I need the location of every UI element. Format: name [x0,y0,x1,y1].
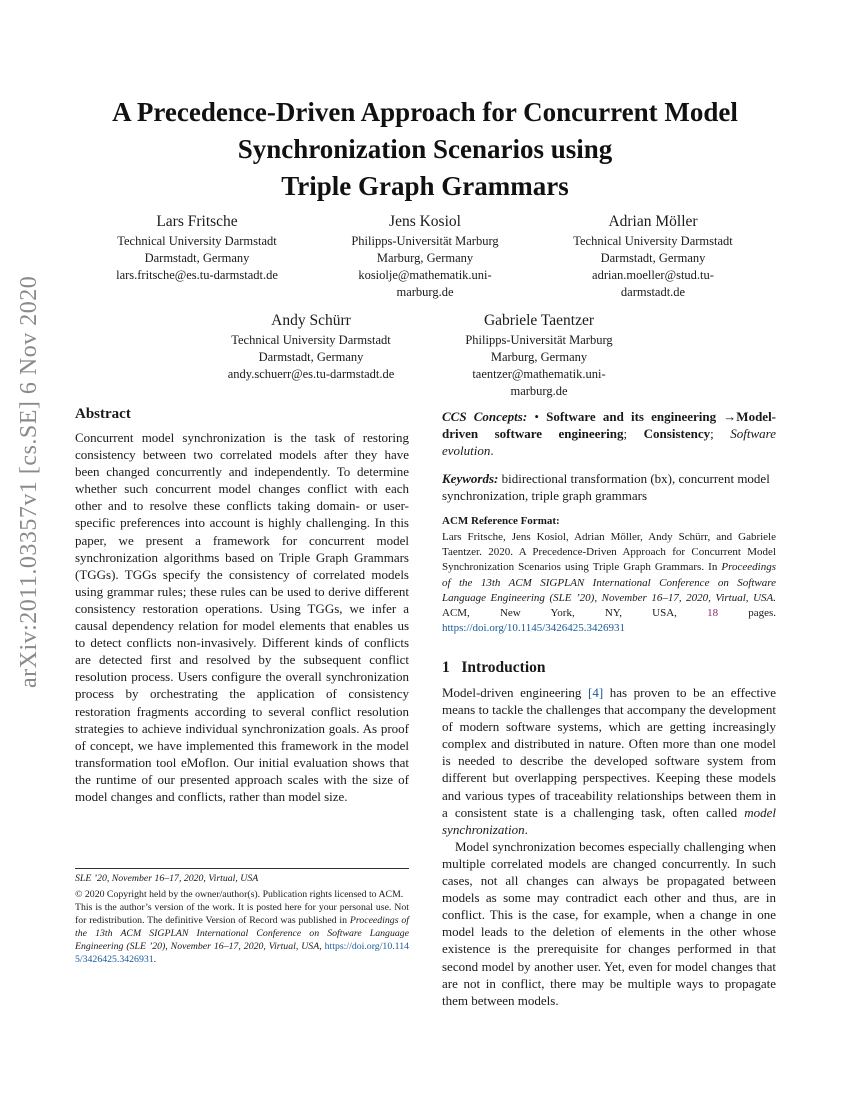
intro-emphasis: model synchronization [442,804,776,837]
acm-ref-publisher: ACM, New York, NY, USA, [442,607,708,620]
footnote-rule [75,868,409,869]
ccs-concepts [442,408,776,459]
acm-ref-proceedings: Proceedings of the 13th ACM SIGPLAN International Conference on Software Language Engineering (SLE ’20), November 16–17, 2020, Virtual, USA. [442,561,776,604]
author-block [548,212,758,301]
author-email[interactable]: andy.schuerr@es.tu-darmstadt.de [227,367,395,381]
title-line-2: Synchronization Scenarios using [237,134,613,164]
acm-ref-body [442,530,776,636]
ccs-end: . [490,443,494,458]
author-name: Jens Kosiol [389,213,461,230]
author-location: Darmstadt, Germany [258,350,364,364]
intro-text: Model-driven engineering [442,685,589,700]
author-name: Gabriele Taentzer [483,312,595,329]
author-location: Marburg, Germany [490,350,588,364]
title-line-3: Triple Graph Grammars [281,171,569,201]
author-name: Adrian Möller [608,213,698,230]
ccs-bullet: • [534,409,539,424]
footnote-version-proceedings: Proceedings of the 13th ACM SIGPLAN International Conference on Software Language Engineering (SLE ’20), November 16–17, 2020, Virtual, USA [75,915,409,952]
abstract-heading: Abstract [75,406,131,422]
intro-paragraph [442,684,776,838]
footnote-venue: SLE ’20, November 16–17, 2020, Virtual, USA [75,873,259,884]
ccs-term: Software evolution [442,426,777,458]
ccs-term: Software and its engineering [546,409,717,424]
ccs-separator: ; [710,426,714,441]
intro-text: . [524,821,528,837]
author-affiliation: Technical University Darmstadt [231,333,391,347]
author-email[interactable]: kosiolje@mathematik.uni- [358,268,492,282]
author-location: Darmstadt, Germany [600,251,706,265]
footnote [75,872,409,966]
acm-ref-doi-link[interactable]: https://doi.org/10.1145/3426425.3426931 [442,622,626,635]
keywords-text: bidirectional transformation (bx), concurrent model synchronization, triple graph grammars [442,471,770,503]
author-block [320,212,530,301]
footnote-sep: , [319,941,325,952]
abstract-text: Concurrent model synchronization is the task of restoring consistency between two correlated models after they have been changed concurrently and independently. To determine whether such concurrent model changes conflict with each other and to resolve these conflicts taking domain- or user-specific preferences into account is highly challenging. In this paper, we present a framework for concurrent model synchronization algorithms based on Triple Graph Grammars (TGGs). TGGs specify the consistency of correlated models using grammar rules; these rules can be used to derive different consistency restoration operations. Using TGGs, we infer a causal dependency relation for model elements that enables us to detect conflicts non-invasively. Different kinds of conflicts are detected first and resolved by the subsequent conflict resolution process. Users configure the overall synchronization process by orchestrating the application of consistency restoration fragments according to several conflict resolution strategies to achieve individual synchronization goals. As proof of concept, we have implemented this framework in the model transformation tool eMoflon. Our initial evaluation shows that the runtime of our presented approach scales with the size of model changes and conflicts, rather than model size. [75,430,409,804]
author-email[interactable]: adrian.moeller@stud.tu- [592,268,714,282]
footnote-copyright: © 2020 Copyright held by the owner/author(s). Publication rights licensed to ACM. [75,889,404,900]
ccs-term: Model-driven software engineering [442,409,777,441]
acm-ref-pages-suffix: pages. [718,607,777,620]
author-affiliation: Technical University Darmstadt [117,234,277,248]
intro-title: Introduction [461,659,546,676]
arxiv-stamp: arXiv:2011.03357v1 [cs.SE] 6 Nov 2020 [16,275,42,688]
author-block [206,311,416,383]
author-email[interactable]: taentzer@mathematik.uni- [472,367,606,381]
author-email[interactable]: lars.fritsche@es.tu-darmstadt.de [116,268,278,282]
keywords [442,470,776,504]
footnote-version [75,901,409,966]
paper-title [40,94,810,205]
citation-link[interactable]: [4] [588,685,604,700]
ccs-separator: ; [623,426,628,441]
intro-heading [442,659,546,677]
author-email-cont[interactable]: marburg.de [396,285,454,299]
author-block [92,212,302,284]
ccs-label: CCS Concepts: [442,409,528,424]
author-affiliation: Philipps-Universität Marburg [465,333,613,347]
acm-ref-heading: ACM Reference Format: [442,515,560,527]
footnote-end: . [153,954,157,965]
intro-body [442,684,776,1009]
intro-number: 1 [442,659,450,676]
acm-ref-authors: Lars Fritsche, Jens Kosiol, Adrian Möller, Andy Schürr, and Gabriele Taentzer. 2020. A Precedence-Driven Approach for Concurrent Model Synchronization Scenarios using Triple Graph Grammars. In [442,531,776,574]
author-location: Darmstadt, Germany [144,251,250,265]
author-email-cont[interactable]: darmstadt.de [620,285,686,299]
footnote-doi-link[interactable]: https://doi.org/10.1145/3426425.3426931 [75,941,409,965]
acm-ref-pages-link[interactable]: 18 [707,607,719,620]
intro-paragraph: Model synchronization becomes especially challenging when multiple correlated models are changed concurrently. In such cases, not all changes can always be propagated between models as some may contradict each other and thus, are in conflict. This is the case, for example, when a change in one model leads to the deletion of elements in the other whose existence is the prerequisite for changes performed in that second model by another user. Yet, even for model changes that are not in conflict, there may be multiple ways to propagate them between models. [442,838,776,1008]
author-name: Lars Fritsche [156,213,238,230]
title-line-1: A Precedence-Driven Approach for Concurrent Model [112,97,738,127]
author-block [434,311,644,400]
author-affiliation: Technical University Darmstadt [573,234,733,248]
ccs-arrow: → [723,409,737,424]
intro-text: has proven to be an effective means to tackle the challenges that accompany the development of modern software systems, which are getting increasingly complex and distributed in nature. Often more than one model is needed to describe the developed software system from different but overlapping perspectives. Keeping these models and various types of traceability relationships between them in a consistent state is a challenging task, often called [442,685,776,820]
footnote-version-text: This is the author’s version of the work. It is posted here for your personal use. Not for redistribution. The definitive Version of Record was published in [75,902,409,926]
author-location: Marburg, Germany [376,251,474,265]
author-email-cont[interactable]: marburg.de [510,384,568,398]
author-name: Andy Schürr [271,312,351,329]
author-affiliation: Philipps-Universität Marburg [351,234,499,248]
keywords-label: Keywords: [442,471,499,486]
ccs-term: Consistency [643,426,711,441]
